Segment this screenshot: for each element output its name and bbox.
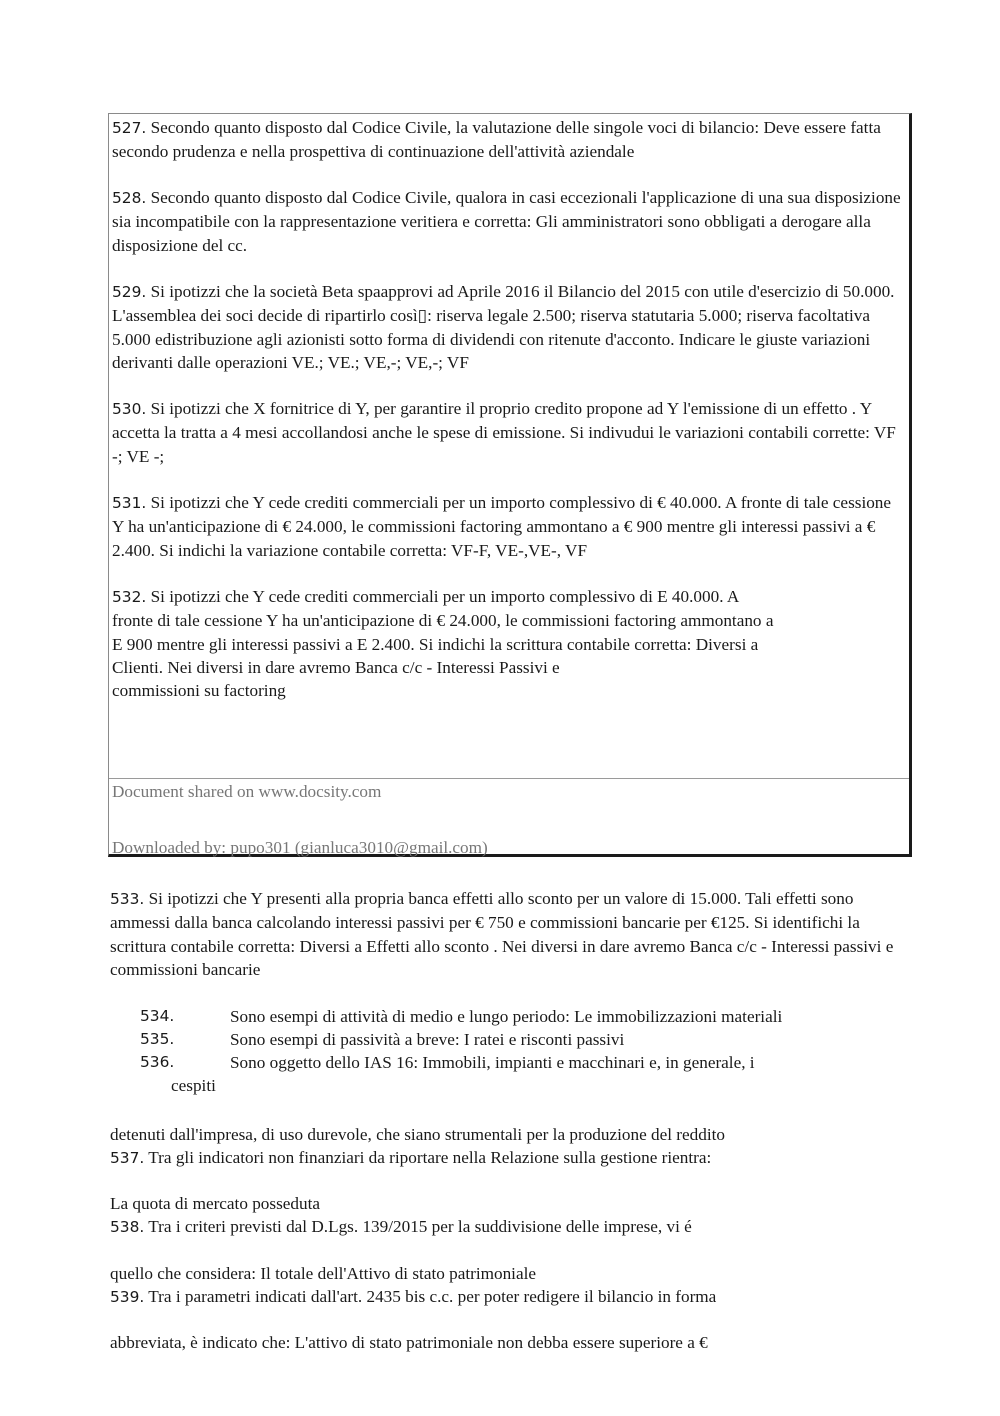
list-number: 536. bbox=[140, 1053, 175, 1071]
question-text: Tra i parametri indicati dall'art. 2435 bis c.c. per poter redigere il bilancio in forma bbox=[148, 1287, 717, 1306]
question-number: 530. bbox=[112, 400, 147, 418]
question-text-line-1: Si ipotizzi che Y cede crediti commerciali per un importo complessivo di E 40.000. A bbox=[150, 587, 740, 606]
question-number: 538. bbox=[110, 1218, 145, 1236]
question-text: Tra i criteri previsti dal D.Lgs. 139/2015 per la suddivisione delle imprese, vi é bbox=[148, 1217, 692, 1236]
question-text: Si ipotizzi che Y cede crediti commerciali per un importo complessivo di € 40.000. A fronte di tale cessione Y ha un'anticipazione di € 24.000, le commissioni factoring ammontano a € 900 mentre gli interessi passivi a € 2.400. Si indichi la variazione contabile corretta: VF-F, VE-,VE-, VF bbox=[112, 493, 892, 560]
docsity-share-note: Document shared on www.docsity.com bbox=[112, 782, 382, 801]
question-539 bbox=[110, 1285, 900, 1309]
question-532 bbox=[112, 585, 902, 702]
answer-539: abbreviata, è indicato che: L'attivo di stato patrimoniale non debba essere superiore a € bbox=[110, 1333, 708, 1352]
question-529 bbox=[112, 280, 902, 374]
answer-538: quello che considera: Il totale dell'Attivo di stato patrimoniale bbox=[110, 1264, 536, 1283]
question-text: Secondo quanto disposto dal Codice Civile, la valutazione delle singole voci di bilancio: Deve essere fatta secondo prudenza e nella prospettiva di continuazione dell'attività aziendale bbox=[112, 118, 881, 162]
question-text-line-2: fronte di tale cessione Y ha un'anticipazione di € 24.000, le commissioni factoring ammontano a bbox=[112, 611, 774, 631]
question-text-line-4: Clienti. Nei diversi in dare avremo Banca c/c - Interessi Passivi e bbox=[112, 657, 560, 677]
question-text: Tra gli indicatori non finanziari da riportare nella Relazione sulla gestione rientra: bbox=[148, 1148, 712, 1167]
question-number: 533. bbox=[110, 890, 145, 908]
question-text: Si ipotizzi che Y presenti alla propria banca effetti allo sconto per un valore di 15.000. Tali effetti sono ammessi dalla banca calcolando interessi passivi per € 750 e commissioni bancarie per €125. Si identifichi la scrittura contabile corretta: Diversi a Effetti allo sconto . Nei diversi in dare avremo Banca c/c - Interessi passivi e commissioni bancarie bbox=[110, 889, 894, 979]
question-number: 539. bbox=[110, 1288, 145, 1306]
question-527 bbox=[112, 116, 902, 164]
question-530 bbox=[112, 397, 902, 468]
question-text-line-5: commissioni su factoring bbox=[112, 681, 286, 701]
question-text: Si ipotizzi che la società Beta spaapprovi ad Aprile 2016 il Bilancio del 2015 con utile d'esercizio di 50.000. L'assemblea dei soci decide di ripartirlo così▯: riserva legale 2.500; riserva statutaria 5.000; riserva facoltativa 5.000 edistribuzione agli azionisti sotto forma di dividendi con ritenute d'acconto. Indicare le giuste variazioni derivanti dalle operazioni VE.; VE.; VE,-; VE,-; VF bbox=[112, 282, 895, 372]
question-537 bbox=[110, 1146, 900, 1170]
question-number: 531. bbox=[112, 494, 147, 512]
continuation-536: detenuti dall'impresa, di uso durevole, che siano strumentali per la produzione del reddito bbox=[110, 1125, 725, 1144]
question-text: Si ipotizzi che X fornitrice di Y, per garantire il proprio credito propone ad Y l'emissione di un effetto . Y accetta la tratta a 4 mesi accollandosi anche le spese di emissione. Si indivudui le variazioni contabili corrette: VF -; VE -; bbox=[112, 399, 896, 466]
question-box bbox=[108, 113, 912, 857]
question-number: 528. bbox=[112, 189, 147, 207]
question-number: 532. bbox=[112, 588, 147, 606]
list-text-continuation: cespiti bbox=[171, 1076, 216, 1095]
question-528 bbox=[112, 186, 902, 257]
question-text-line-3: E 900 mentre gli interessi passivi a E 2.400. Si indichi la scrittura contabile corretta: Diversi a bbox=[112, 634, 759, 654]
answer-537: La quota di mercato posseduta bbox=[110, 1194, 321, 1213]
question-number: 537. bbox=[110, 1149, 145, 1167]
question-533 bbox=[110, 887, 900, 981]
question-number: 527. bbox=[112, 119, 147, 137]
download-note: Downloaded by: pupo301 (gianluca3010@gmail.com) bbox=[112, 838, 488, 857]
list-number: 535. bbox=[140, 1030, 175, 1048]
list-text: Sono esempi di passività a breve: I ratei e risconti passivi bbox=[230, 1030, 625, 1049]
footer-divider bbox=[109, 778, 909, 779]
list-text: Sono esempi di attività di medio e lungo periodo: Le immobilizzazioni materiali bbox=[230, 1007, 783, 1026]
list-number: 534. bbox=[140, 1007, 175, 1025]
question-number: 529. bbox=[112, 283, 147, 301]
question-538 bbox=[110, 1215, 900, 1239]
list-text: Sono oggetto dello IAS 16: Immobili, impianti e macchinari e, in generale, i bbox=[230, 1053, 755, 1072]
question-text: Secondo quanto disposto dal Codice Civile, qualora in casi eccezionali l'applicazione di una sua disposizione sia incompatibile con la rappresentazione veritiera e corretta: Gli amministratori sono obbligati a derogare alla disposizione del cc. bbox=[112, 188, 901, 255]
question-531 bbox=[112, 491, 902, 562]
